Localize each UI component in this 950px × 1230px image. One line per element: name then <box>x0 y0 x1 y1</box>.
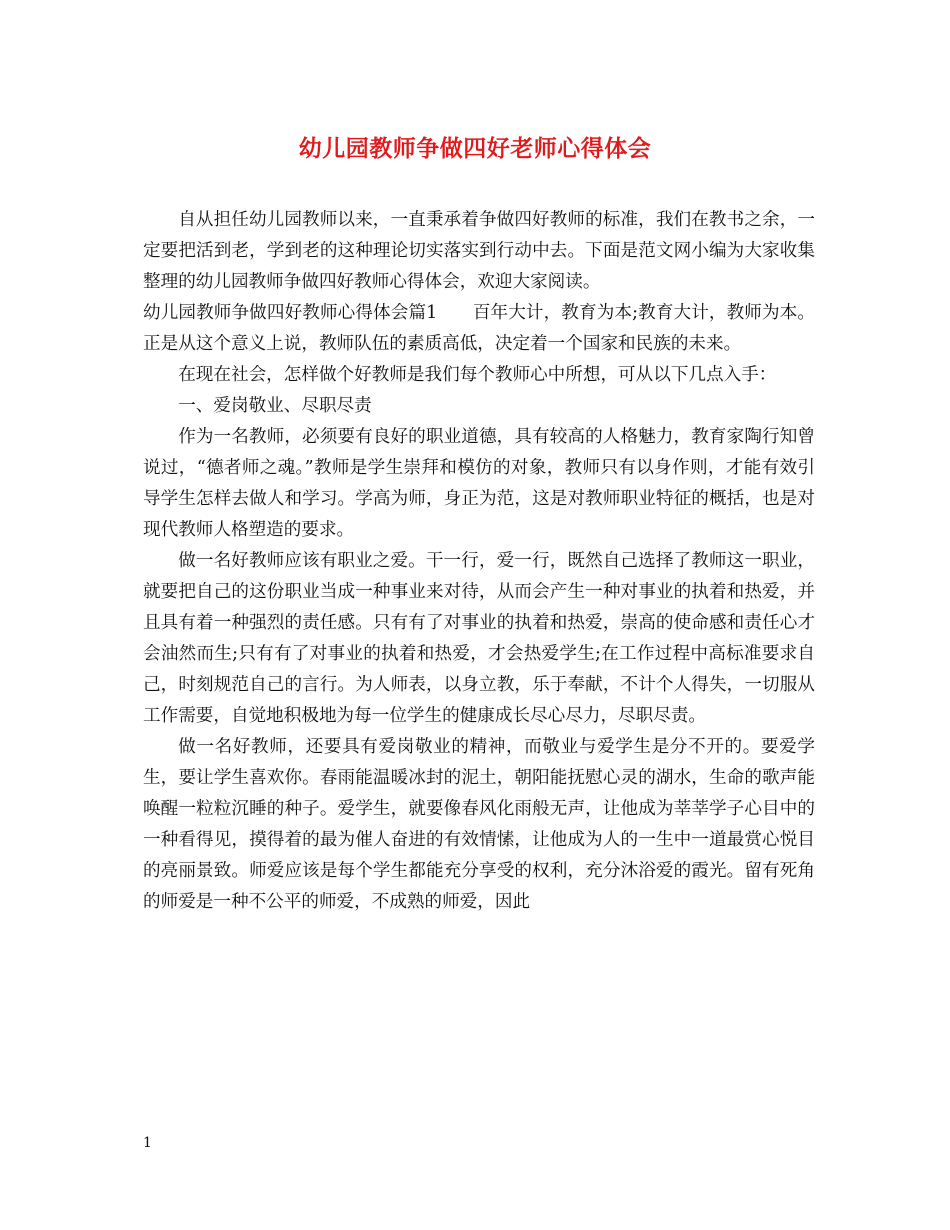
document-body <box>143 205 815 918</box>
paragraph: 自从担任幼儿园教师以来，一直秉承着争做四好教师的标准，我们在教书之余，一定要把活到老，学到老的这种理论切实落实到行动中去。下面是范文网小编为大家收集整理的幼儿园教师争做四好教师心得体会，欢迎大家阅读。 <box>143 210 815 292</box>
section-heading: 一、爱岗敬业、尽职尽责 <box>178 396 372 416</box>
page-number: 1 <box>143 1135 152 1151</box>
paragraph: 幼儿园教师争做四好教师心得体会篇1 百年大计，教育为本;教育大计，教师为本。正是从这个意义上说，教师队伍的素质高低，决定着一个国家和民族的未来。 <box>143 303 815 354</box>
paragraph: 作为一名教师，必须要有良好的职业道德，具有较高的人格魅力，教育家陶行知曾说过，“德者师之魂。”教师是学生崇拜和模仿的对象，教师只有以身作则，才能有效引导学生怎样去做人和学习。学高为师，身正为范，这是对教师职业特征的概括，也是对现代教师人格塑造的要求。 <box>143 427 815 540</box>
document-title: 幼儿园教师争做四好老师心得体会 <box>298 135 652 162</box>
paragraph: 做一名好教师，还要具有爱岗敬业的精神，而敬业与爱学生是分不开的。要爱学生，要让学生喜欢你。春雨能温暖冰封的泥土，朝阳能抚慰心灵的湖水，生命的歌声能唤醒一粒粒沉睡的种子。爱学生，就要像春风化雨般无声，让他成为莘莘学子心目中的一种看得见，摸得着的最为催人奋进的有效情愫，让他成为人的一生中一道最赏心悦目的亮丽景致。师爱应该是每个学生都能充分享受的权利，充分沐浴爱的霞光。留有死角的师爱是一种不公平的师爱，不成熟的师爱，因此 <box>143 737 815 912</box>
paragraph: 在现在社会，怎样做个好教师是我们每个教师心中所想，可从以下几点入手： <box>178 365 777 385</box>
paragraph: 做一名好教师应该有职业之爱。干一行，爱一行，既然自己选择了教师这一职业，就要把自己的这份职业当成一种事业来对待，从而会产生一种对事业的执着和热爱，并且具有着一种强烈的责任感。只有有了对事业的执着和热爱，崇高的使命感和责任心才会油然而生;只有有了对事业的执着和热爱，才会热爱学生;在工作过程中高标准要求自己，时刻规范自己的言行。为人师表，以身立教，乐于奉献，不计个人得失，一切服从工作需要，自觉地积极地为每一位学生的健康成长尽心尽力，尽职尽责。 <box>143 551 815 726</box>
